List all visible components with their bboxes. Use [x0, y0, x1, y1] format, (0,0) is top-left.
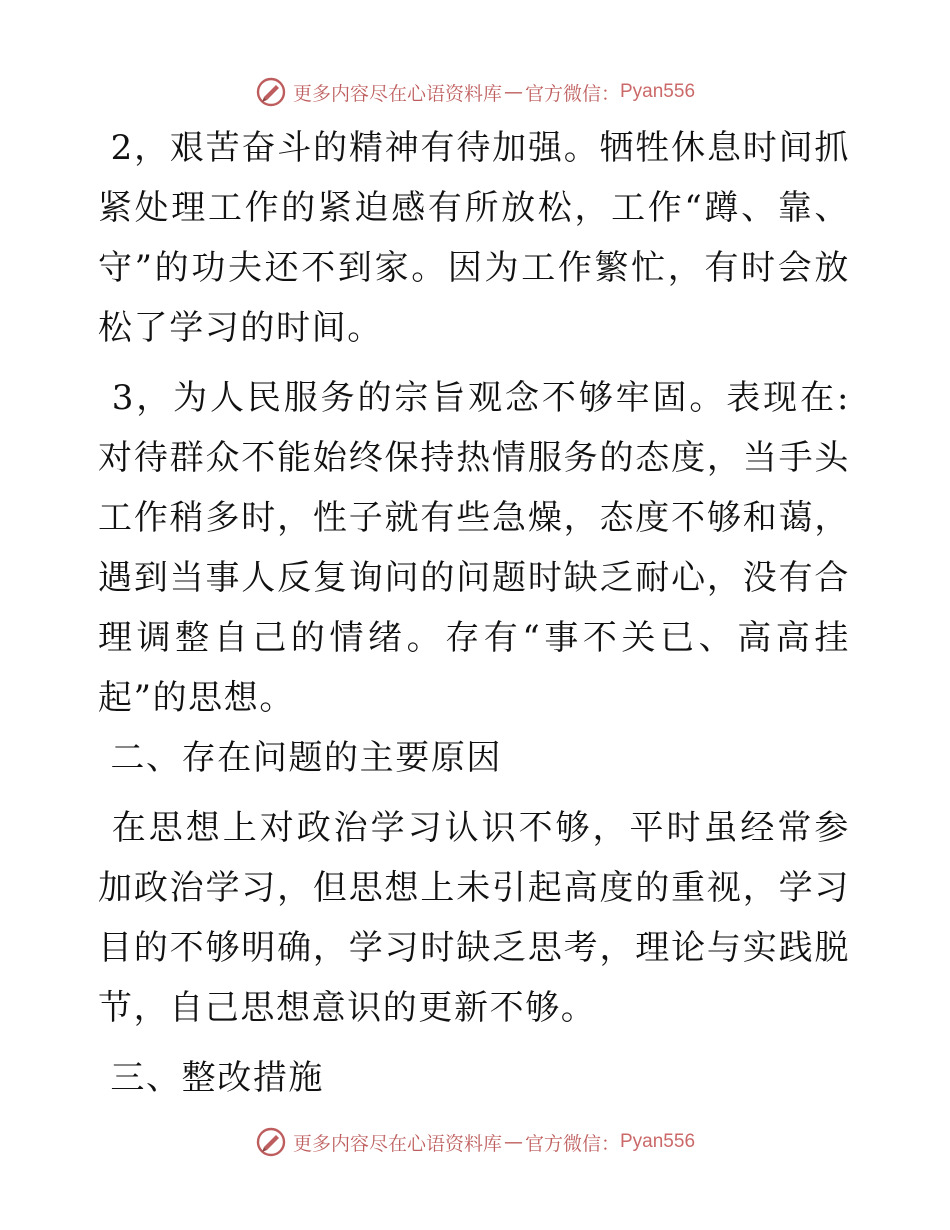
footer-watermark — [0, 1122, 950, 1162]
paragraph-point-3: 3，为人民服务的宗旨观念不够牢固。表现在: 对待群众不能始终保持热情服务的态度，当手头工作稍多时，性子就有些急燥，态度不够和蔼，遇到当事人反复询问的问题时缺乏耐心，没有合理调整自己的情绪。存有“事不关已、高高挂起”的思想。 — [98, 378, 863, 718]
section-heading-measures: 三、整改措施 — [98, 1058, 325, 1098]
watermark-text: 更多内容尽在心语资料库 — [292, 1132, 502, 1155]
paragraph-causes: 在思想上对政治学习认识不够，平时虽经常参加政治学习，但思想上未引起高度的重视，学习目的不够明确，学习时缺乏思考，理论与实践脱节，自己思想意识的更新不够。 — [98, 808, 850, 1028]
watermark-separator: — — [503, 1131, 523, 1153]
watermark-wechat-label: 官方微信： — [524, 1132, 620, 1155]
logo-icon — [255, 1126, 287, 1158]
watermark-wechat-label: 官方微信： — [524, 82, 620, 105]
section-heading-causes: 二、存在问题的主要原因 — [98, 738, 503, 778]
header-watermark — [0, 72, 950, 112]
watermark-text: 更多内容尽在心语资料库 — [292, 82, 502, 105]
paragraph-point-2: 2，艰苦奋斗的精神有待加强。牺牲休息时间抓紧处理工作的紧迫感有所放松，工作“蹲、靠、守”的功夫还不到家。因为工作繁忙，有时会放松了学习的时间。 — [98, 128, 850, 348]
watermark-separator: — — [503, 81, 523, 103]
watermark-wechat-id: Pyan556 — [620, 81, 696, 102]
logo-icon — [255, 76, 287, 108]
watermark-wechat-id: Pyan556 — [620, 1131, 696, 1152]
document-body — [98, 118, 863, 1108]
